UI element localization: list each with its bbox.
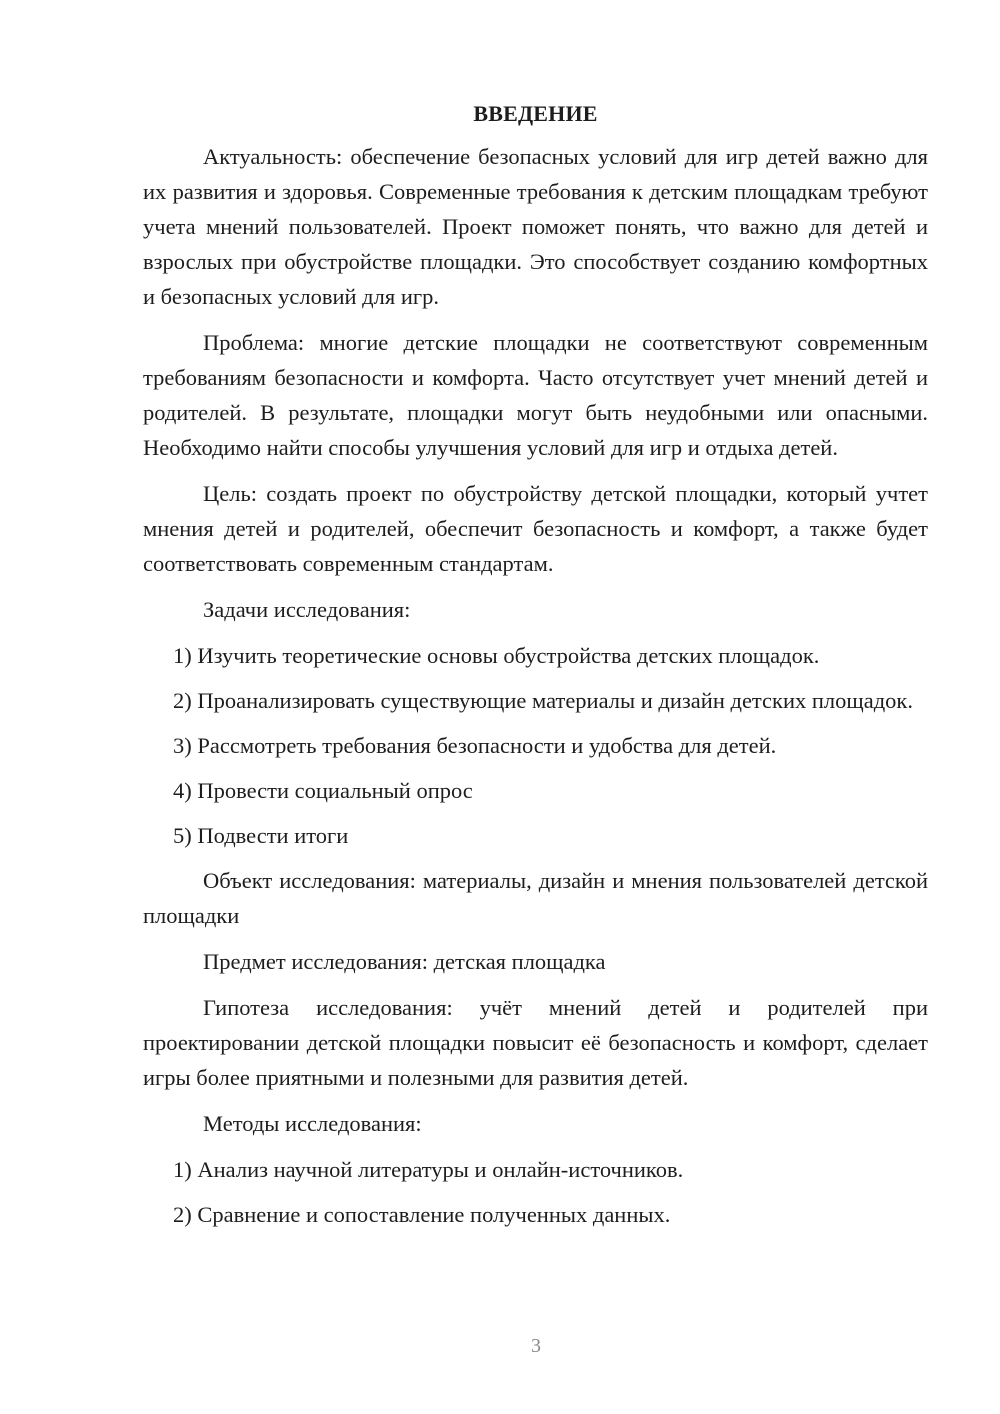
task-item-2: 2) Проанализировать существующие материалы и дизайн детских площадок. [173,688,913,713]
page-heading: ВВЕДЕНИЕ [473,101,598,126]
task-item-4: 4) Провести социальный опрос [173,778,473,803]
method-item-1: 1) Анализ научной литературы и онлайн-источников. [173,1157,684,1182]
paragraph-hypothesis: Гипотеза исследования: учёт мнений детей и родителей при проектировании детской площадки повысит её безопасность и комфорт, сделает игры более приятными и полезными для развития детей. [143,995,928,1090]
page-number: 3 [531,1335,541,1357]
tasks-heading: Задачи исследования: [203,597,411,622]
paragraph-relevance: Актуальность: обеспечение безопасных условий для игр детей важно для их развития и здоровья. Современные требования к детским площадкам требуют учета мнений пользователей. Проект поможет понять, что важно для детей и взрослых при обустройстве площадки. Это способствует созданию комфортных и безопасных условий для игр. [143,144,928,309]
task-item-3: 3) Рассмотреть требования безопасности и удобства для детей. [173,733,777,758]
task-item-5: 5) Подвести итоги [173,823,349,848]
page-content [143,96,928,1242]
task-item-1: 1) Изучить теоретические основы обустройства детских площадок. [173,643,820,668]
paragraph-goal: Цель: создать проект по обустройству детской площадки, который учтет мнения детей и родителей, обеспечит безопасность и комфорт, а также будет соответствовать современным стандартам. [143,481,928,576]
paragraph-subject: Предмет исследования: детская площадка [203,949,606,974]
paragraph-object: Объект исследования: материалы, дизайн и мнения пользователей детской площадки [143,868,928,928]
method-item-2: 2) Сравнение и сопоставление полученных данных. [173,1202,671,1227]
paragraph-problem: Проблема: многие детские площадки не соответствуют современным требованиям безопасности и комфорта. Часто отсутствует учет мнений детей и родителей. В результате, площадки могут быть неудобными или опасными. Необходимо найти способы улучшения условий для игр и отдыха детей. [143,330,928,460]
methods-heading: Методы исследования: [203,1111,422,1136]
